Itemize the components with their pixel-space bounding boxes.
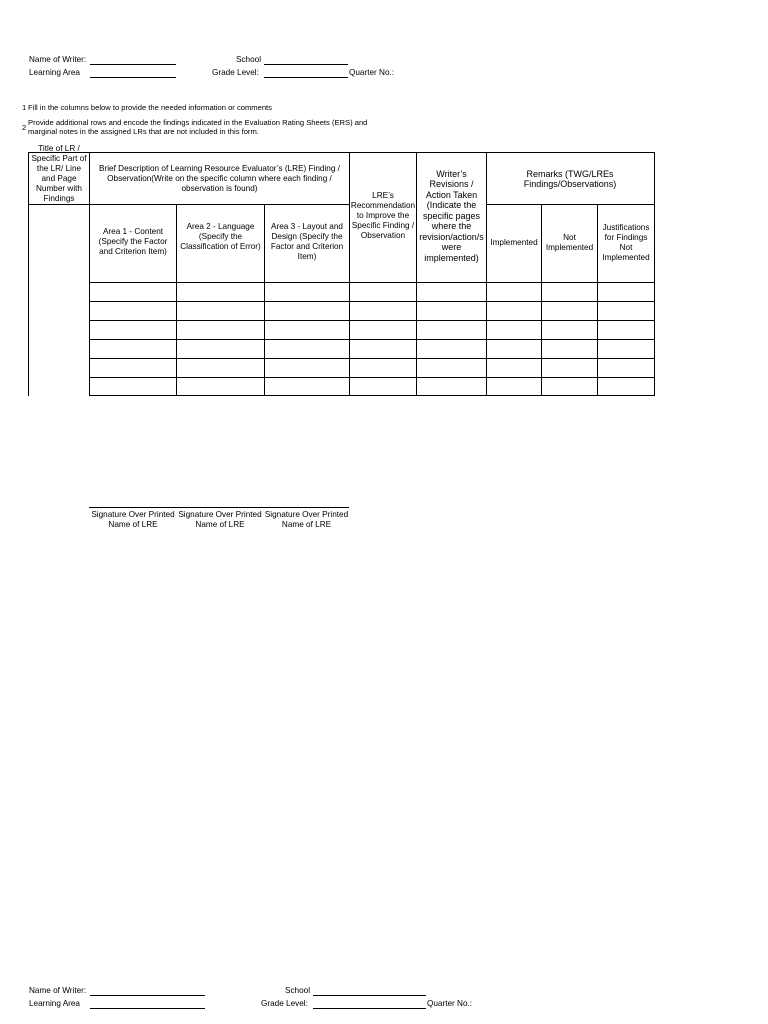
header-implemented: Implemented xyxy=(490,238,538,247)
table-top-border xyxy=(28,152,654,153)
header-title-of-lr: Title of LR / Specific Part of the LR/ Line and Page Number with Findings xyxy=(31,144,87,203)
grade-level-label: Grade Level: xyxy=(261,999,308,1008)
quarter-no-label: Quarter No.: xyxy=(349,68,395,77)
header-area-2-language: Area 2 - Language (Specify the Classification of Error) xyxy=(180,222,261,251)
instruction-2-number: 2 xyxy=(22,123,27,132)
table-row-line xyxy=(89,358,654,359)
school-label: School xyxy=(236,55,262,64)
signature-label-1: Signature Over Printed Name of LRE xyxy=(91,510,175,529)
table-col-line xyxy=(176,204,177,396)
table-area-divider xyxy=(89,204,349,205)
table-row-line xyxy=(89,320,654,321)
learning-area-field[interactable] xyxy=(90,77,176,78)
school-label: School xyxy=(285,986,311,995)
signature-line[interactable] xyxy=(89,507,349,508)
header-brief-description: Brief Description of Learning Resource Evaluator’s (LRE) Finding / Observation(Write on the specific column where each finding / observation is found) xyxy=(99,164,340,193)
signature-label-3: Signature Over Printed Name of LRE xyxy=(264,510,349,529)
instruction-2-text-line2: marginal notes in the assigned LRs that are not included in this form. xyxy=(28,127,259,136)
table-right-border xyxy=(654,152,655,396)
header-area-1-content: Area 1 - Content (Specify the Factor and Criterion Item) xyxy=(98,227,168,256)
quarter-no-label: Quarter No.: xyxy=(427,999,473,1008)
school-field[interactable] xyxy=(313,995,426,996)
learning-area-label: Learning Area xyxy=(29,68,80,77)
header-writers-revisions: Writer’s Revisions / Action Taken (Indicate the specific pages where the revision/action/s were implemented) xyxy=(419,168,484,263)
instruction-2-text-line1: Provide additional rows and encode the findings indicated in the Evaluation Rating Sheets (ERS) and xyxy=(28,118,368,127)
header-remarks: Remarks (TWG/LREs Findings/Observations) xyxy=(523,168,617,189)
learning-area-field[interactable] xyxy=(90,1008,205,1009)
table-row-line xyxy=(89,377,654,378)
header-area-3-layout: Area 3 - Layout and Design (Specify the Factor and Criterion Item) xyxy=(270,222,344,261)
table-col-line xyxy=(89,152,90,396)
table-row-line xyxy=(89,339,654,340)
header-not-implemented: Not Implemented xyxy=(545,233,594,252)
learning-area-label: Learning Area xyxy=(29,999,80,1008)
table-bottom-border xyxy=(89,395,654,396)
header-justifications: Justifications for Findings Not Implemented xyxy=(602,223,650,262)
header-lre-recommendation: LRE’s Recommendation to Improve the Specific Finding / Observation xyxy=(350,191,416,240)
grade-level-field[interactable] xyxy=(313,1008,426,1009)
grade-level-field[interactable] xyxy=(264,77,348,78)
name-of-writer-label: Name of Writer: xyxy=(29,55,87,64)
name-of-writer-label: Name of Writer: xyxy=(29,986,87,995)
school-field[interactable] xyxy=(264,64,348,65)
instruction-1-number: 1 xyxy=(22,103,27,112)
table-header-bottom xyxy=(89,282,654,283)
signature-label-2: Signature Over Printed Name of LRE xyxy=(178,510,262,529)
instruction-1-text: Fill in the columns below to provide the needed information or comments xyxy=(28,103,272,112)
table-row-line xyxy=(89,301,654,302)
grade-level-label: Grade Level: xyxy=(212,68,259,77)
name-of-writer-field[interactable] xyxy=(90,995,205,996)
table-title-bottom xyxy=(28,204,89,205)
name-of-writer-field[interactable] xyxy=(90,64,176,65)
